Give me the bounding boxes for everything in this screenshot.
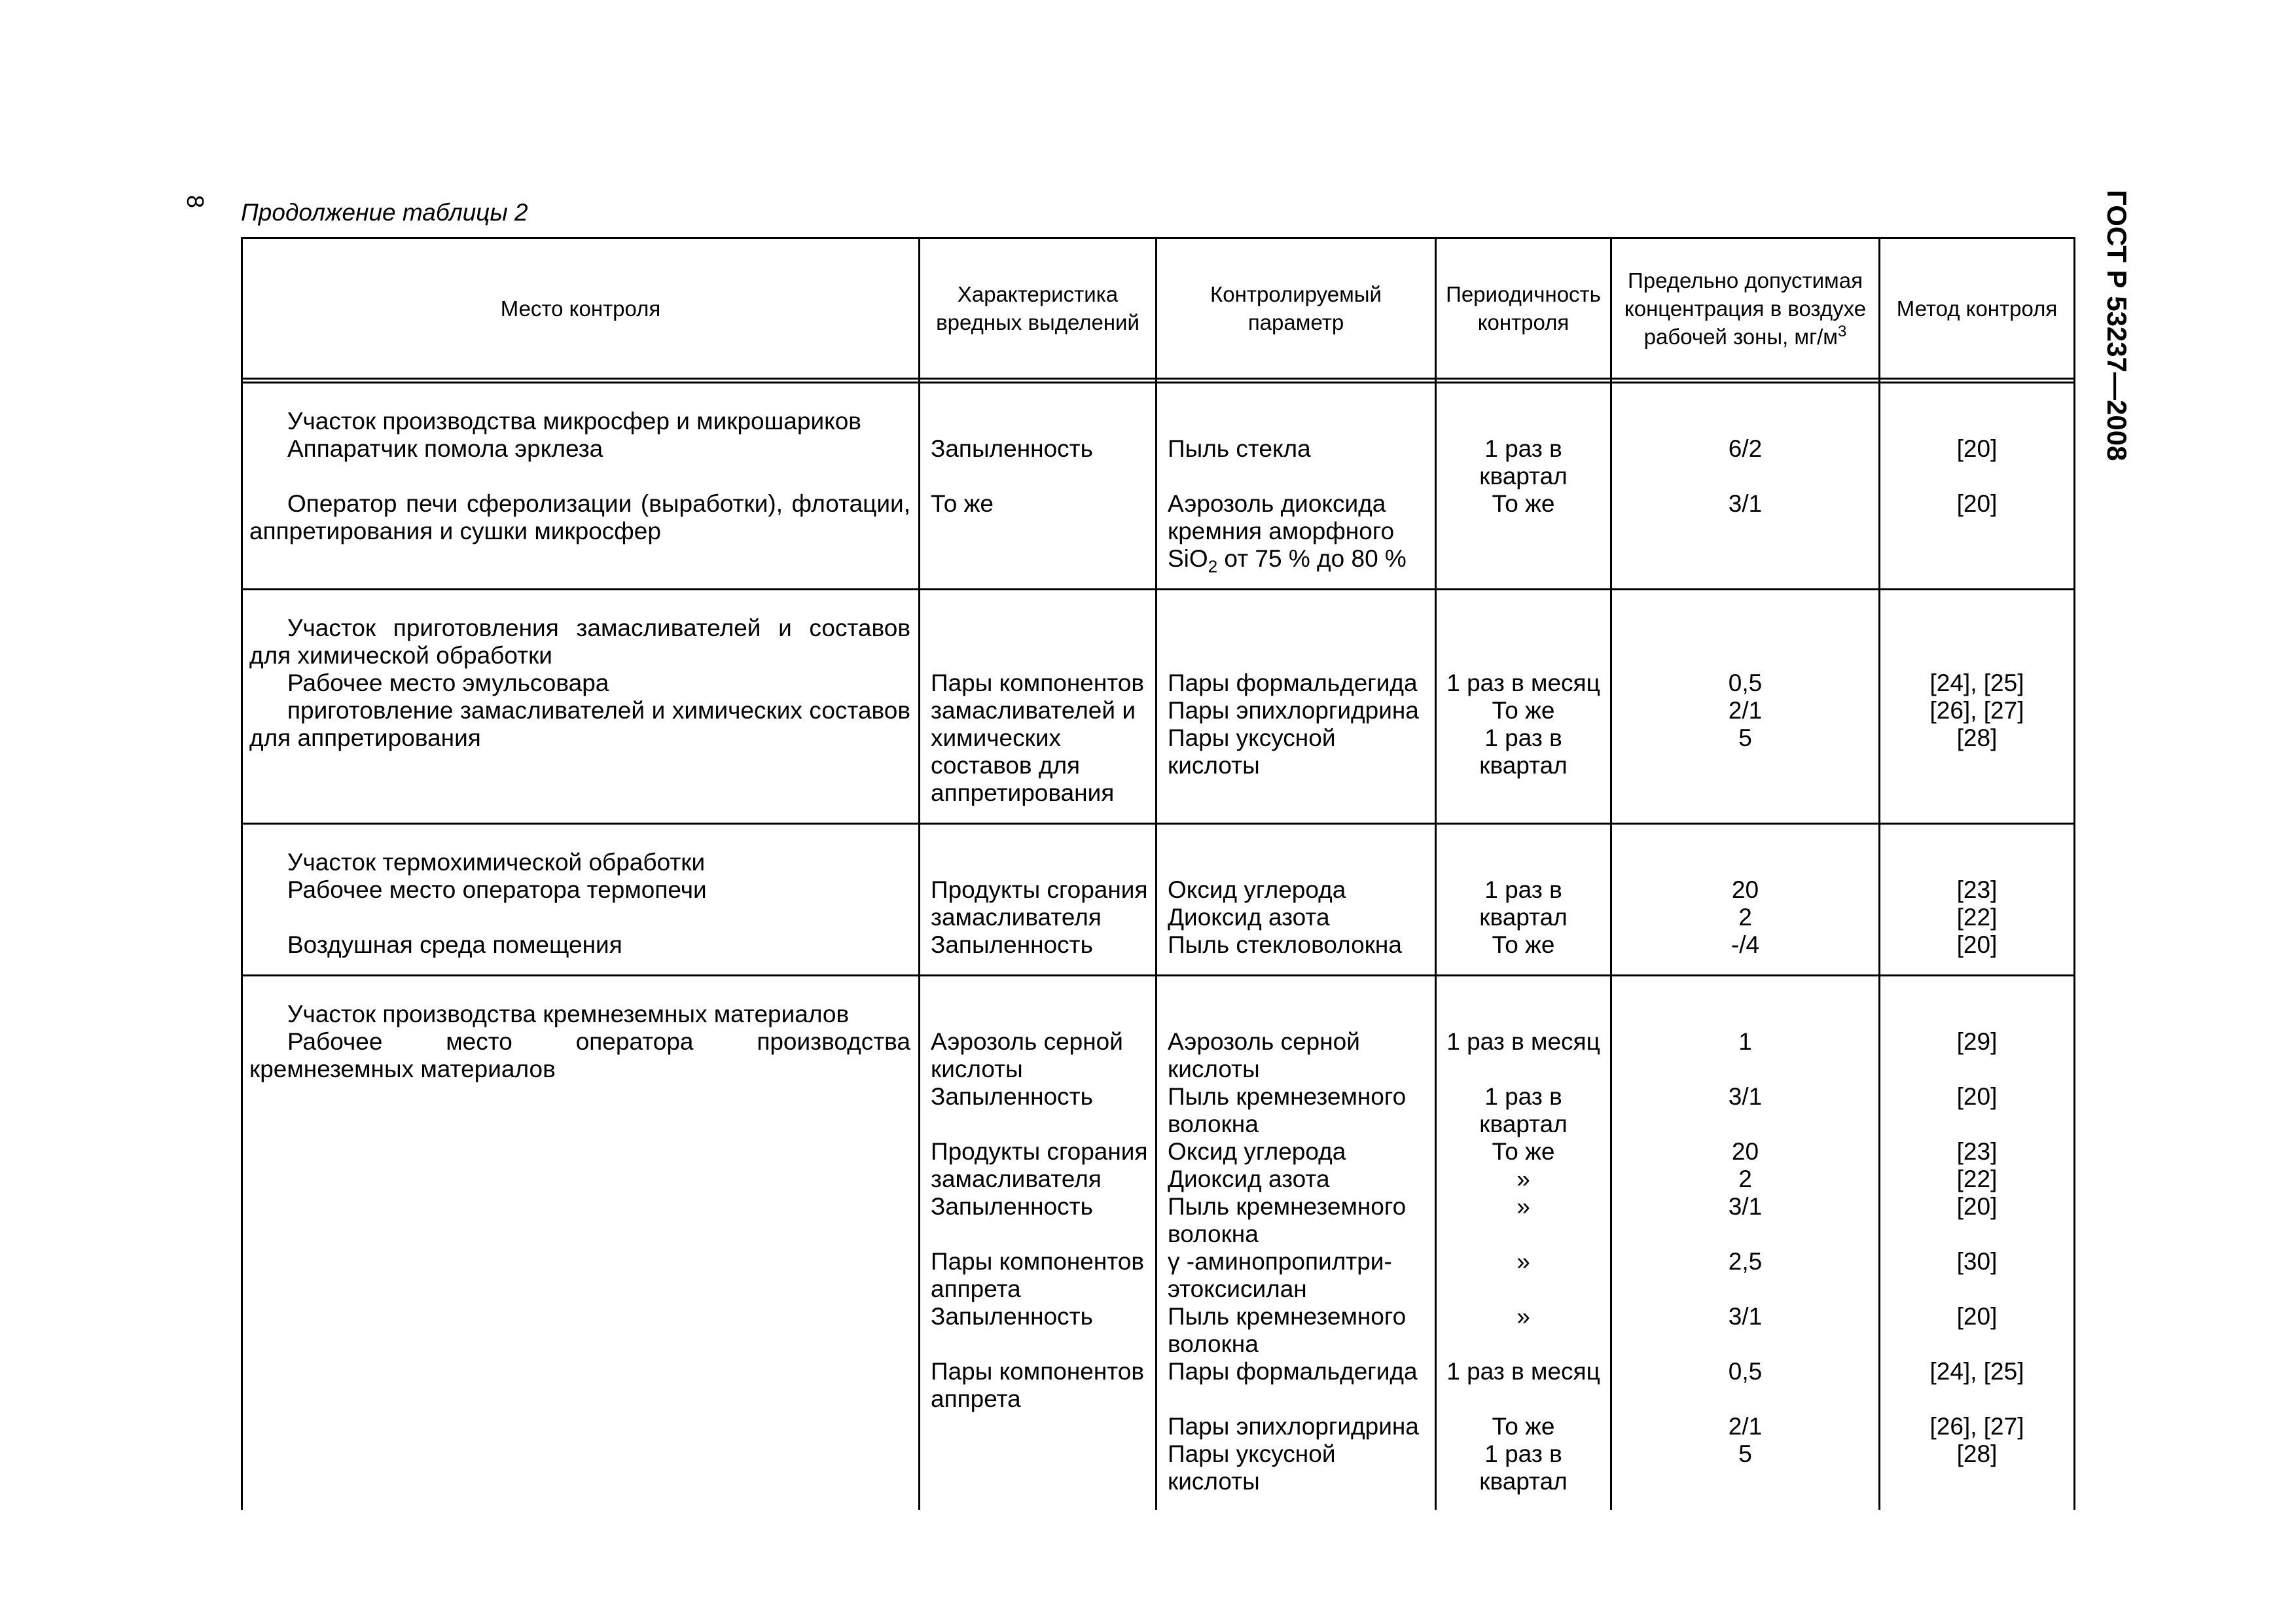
parameter-line	[1168, 642, 1431, 669]
place-line: Участок термохимической обработки	[287, 849, 706, 876]
mpc-line: 2	[1738, 904, 1752, 931]
periodicity-cell	[1436, 383, 1611, 590]
periodicity-line	[1437, 1275, 1610, 1303]
periodicity-line	[1437, 1001, 1610, 1028]
characteristic-line: Запыленность	[931, 1193, 1093, 1220]
header-mpc-superscript: 3	[1838, 322, 1847, 340]
characteristic-line: химических	[931, 724, 1061, 751]
method-line: [20]	[1956, 490, 1998, 517]
method-cell	[1880, 590, 2075, 824]
periodicity-line	[1437, 408, 1610, 435]
characteristic-line	[931, 1221, 1151, 1248]
parameter-line: волокна	[1168, 1111, 1259, 1137]
characteristic-line	[931, 849, 1151, 876]
parameter-line	[1168, 849, 1431, 876]
characteristic-line: кислоты	[931, 1056, 1023, 1082]
parameter-line: кремния аморфного	[1168, 518, 1395, 544]
mpc-line: 5	[1738, 1440, 1752, 1467]
method-line: [20]	[1956, 1193, 1998, 1220]
mpc-line: 2	[1738, 1166, 1752, 1192]
mpc-line	[1612, 1001, 1878, 1028]
parameter-cell	[1157, 590, 1436, 824]
header-place: Место контроля	[242, 238, 920, 379]
periodicity-line: 1 раз в	[1484, 1083, 1562, 1110]
parameter-cell	[1157, 383, 1436, 590]
mpc-line: 2/1	[1728, 1413, 1763, 1440]
characteristic-line: замасливателя	[931, 904, 1102, 931]
method-cell	[1880, 824, 2075, 976]
characteristic-line: Пары компонентов	[931, 1248, 1145, 1275]
characteristic-line: Аэрозоль серной	[931, 1028, 1123, 1055]
characteristic-line	[931, 1001, 1151, 1028]
parameter-line: Пары эпихлоргидрина	[1168, 1413, 1419, 1440]
periodicity-line: »	[1516, 1248, 1530, 1275]
periodicity-line: квартал	[1479, 463, 1568, 490]
method-cell	[1880, 383, 2075, 590]
parameter-line	[1168, 463, 1431, 490]
parameter-line: Оксид углерода	[1168, 1138, 1346, 1165]
periodicity-line	[1437, 1056, 1610, 1083]
periodicity-line: 1 раз в	[1484, 876, 1562, 903]
characteristic-line: замасливателя	[931, 1166, 1102, 1192]
periodicity-cell	[1436, 824, 1611, 976]
place-cell	[242, 590, 920, 824]
header-method: Метод контроля	[1880, 238, 2075, 379]
method-line: [22]	[1956, 1166, 1998, 1192]
mpc-line	[1612, 1111, 1878, 1138]
place-cell	[242, 824, 920, 976]
periodicity-cell	[1436, 590, 1611, 824]
table-caption: Продолжение таблицы 2	[241, 199, 528, 226]
mpc-line: 1	[1738, 1028, 1752, 1055]
place-cell	[242, 383, 920, 590]
method-line: [20]	[1956, 435, 1998, 462]
characteristic-line: аппретирования	[931, 779, 1115, 806]
mpc-line	[1612, 1385, 1878, 1413]
characteristic-line: Запыленность	[931, 1303, 1093, 1330]
place-line: Воздушная среда помещения	[287, 931, 622, 958]
parameter-line: Диоксид азота	[1168, 1166, 1330, 1192]
method-line: [23]	[1956, 876, 1998, 903]
parameter-line: волокна	[1168, 1221, 1259, 1247]
mpc-line: 2/1	[1728, 697, 1763, 724]
formula-range: от 75 % до 80 %	[1217, 545, 1407, 572]
parameter-line: Пыль стекла	[1168, 435, 1311, 462]
characteristic-cell	[920, 976, 1157, 1510]
parameter-cell	[1157, 976, 1436, 1510]
table-section	[242, 383, 2075, 590]
characteristic-line: замасливателей и	[931, 697, 1136, 724]
parameter-line	[1168, 1001, 1431, 1028]
periodicity-line	[1437, 1385, 1610, 1413]
mpc-line: 2,5	[1728, 1248, 1763, 1275]
characteristic-line	[931, 1330, 1151, 1358]
periodicity-line	[1437, 1221, 1610, 1248]
parameter-line: кислоты	[1168, 1056, 1260, 1082]
control-table	[241, 237, 2075, 1510]
periodicity-line	[1437, 1330, 1610, 1358]
parameter-line: Оксид углерода	[1168, 876, 1346, 903]
mpc-line	[1612, 1221, 1878, 1248]
place-line: Участок производства микросфер и микрошариков	[287, 408, 861, 435]
mpc-line: 3/1	[1728, 1303, 1763, 1330]
mpc-cell	[1611, 976, 1880, 1510]
periodicity-line	[1437, 615, 1610, 642]
table-header-row	[242, 238, 2075, 379]
mpc-line	[1612, 615, 1878, 642]
method-line: [24], [25]	[1929, 669, 2024, 696]
parameter-line: γ -аминопропилтри-	[1168, 1248, 1392, 1275]
page-number: 8	[182, 194, 209, 209]
header-mpc	[1611, 238, 1880, 379]
characteristic-line: Пары компонентов	[931, 669, 1145, 696]
periodicity-line: квартал	[1479, 904, 1568, 931]
periodicity-line: »	[1516, 1166, 1530, 1192]
header-mpc-text: Предельно допустимая концентрация в воздухе рабочей зоны, мг/м	[1624, 268, 1867, 349]
parameter-line	[1168, 615, 1431, 642]
mpc-line: -/4	[1731, 931, 1760, 958]
table-section	[242, 976, 2075, 1510]
method-line	[1880, 1330, 2073, 1358]
mpc-line	[1612, 642, 1878, 669]
mpc-cell	[1611, 383, 1880, 590]
parameter-line: Диоксид азота	[1168, 904, 1330, 931]
method-line: [29]	[1956, 1028, 1998, 1055]
characteristic-line: Пары компонентов	[931, 1358, 1145, 1385]
parameter-cell	[1157, 824, 1436, 976]
characteristic-line: аппрета	[931, 1385, 1021, 1412]
mpc-cell	[1611, 824, 1880, 976]
header-characteristic: Характеристика вредных выделений	[920, 238, 1157, 379]
characteristic-line: Запыленность	[931, 1083, 1093, 1110]
method-line: [26], [27]	[1929, 1413, 2024, 1440]
mpc-line: 0,5	[1728, 669, 1763, 696]
mpc-line: 3/1	[1728, 490, 1763, 517]
characteristic-line: Запыленность	[931, 931, 1093, 958]
parameter-line: Пары формальдегида	[1168, 669, 1418, 696]
place-line: Рабочее место оператора производства кремнеземных материалов	[249, 1028, 910, 1082]
mpc-line	[1612, 463, 1878, 490]
parameter-formula-line	[1168, 545, 1431, 577]
characteristic-line: Запыленность	[931, 435, 1093, 462]
periodicity-line: »	[1516, 1303, 1530, 1330]
method-line	[1880, 463, 2073, 490]
characteristic-cell	[920, 383, 1157, 590]
periodicity-line: 1 раз в месяц	[1446, 1358, 1600, 1385]
mpc-cell	[1611, 590, 1880, 824]
place-line: Оператор печи сферолизации (выработки), флотации, аппретирования и сушки микросфер	[249, 490, 910, 544]
periodicity-line	[1437, 849, 1610, 876]
parameter-line: кислоты	[1168, 1468, 1260, 1495]
periodicity-line: 1 раз в	[1484, 435, 1562, 462]
method-line	[1880, 1275, 2073, 1303]
periodicity-cell	[1436, 976, 1611, 1510]
mpc-line: 6/2	[1728, 435, 1763, 462]
periodicity-line: 1 раз в месяц	[1446, 669, 1600, 696]
characteristic-line	[931, 642, 1151, 669]
mpc-line	[1612, 1056, 1878, 1083]
formula-text: SiO	[1168, 545, 1208, 572]
periodicity-line: 1 раз в	[1484, 1440, 1562, 1467]
periodicity-line: То же	[1492, 1138, 1555, 1165]
mpc-line: 5	[1738, 724, 1752, 751]
parameter-line: Пары формальдегида	[1168, 1358, 1418, 1385]
method-line	[1880, 615, 2073, 642]
mpc-line	[1612, 1275, 1878, 1303]
periodicity-line: То же	[1492, 697, 1555, 724]
place-line	[249, 904, 910, 931]
parameter-line: этоксисилан	[1168, 1275, 1307, 1302]
periodicity-line: То же	[1492, 931, 1555, 958]
parameter-line: Пары уксусной	[1168, 724, 1336, 751]
characteristic-line: То же	[931, 490, 994, 517]
parameter-line: Аэрозоль серной	[1168, 1028, 1360, 1055]
characteristic-line: аппрета	[931, 1275, 1021, 1302]
method-line: [20]	[1956, 1083, 1998, 1110]
characteristic-line	[931, 408, 1151, 435]
table-section	[242, 590, 2075, 824]
method-line: [28]	[1956, 1440, 1998, 1467]
periodicity-line	[1437, 642, 1610, 669]
method-line: [20]	[1956, 1303, 1998, 1330]
method-line	[1880, 849, 2073, 876]
method-line	[1880, 1001, 2073, 1028]
document-code: ГОСТ Р 53237—2008	[2102, 190, 2132, 461]
place-line: Участок приготовления замасливателей и составов для химической обработки	[249, 615, 910, 669]
parameter-line: Пыль кремнеземного	[1168, 1303, 1407, 1330]
method-line: [28]	[1956, 724, 1998, 751]
parameter-line	[1168, 408, 1431, 435]
method-cell	[1880, 976, 2075, 1510]
method-line	[1880, 1111, 2073, 1138]
method-line	[1880, 1056, 2073, 1083]
place-line: Рабочее место эмульсовара	[287, 669, 609, 696]
method-line: [24], [25]	[1929, 1358, 2024, 1385]
method-line: [26], [27]	[1929, 697, 2024, 724]
place-line: Аппаратчик помола эрклеза	[287, 435, 603, 462]
place-line: Рабочее место оператора термопечи	[287, 876, 707, 903]
periodicity-line: То же	[1492, 490, 1555, 517]
parameter-line: Пыль кремнеземного	[1168, 1193, 1407, 1220]
parameter-line: Пыль кремнеземного	[1168, 1083, 1407, 1110]
periodicity-line: квартал	[1479, 752, 1568, 779]
periodicity-line: квартал	[1479, 1111, 1568, 1137]
place-cell	[242, 976, 920, 1510]
characteristic-line	[931, 615, 1151, 642]
parameter-line: Пыль стекловолокна	[1168, 931, 1402, 958]
characteristic-line: Продукты сгорания	[931, 1138, 1148, 1165]
parameter-line: Аэрозоль диоксида	[1168, 490, 1386, 517]
mpc-line: 3/1	[1728, 1083, 1763, 1110]
parameter-line	[1168, 1385, 1431, 1413]
table-section	[242, 824, 2075, 976]
parameter-line: Пары эпихлоргидрина	[1168, 697, 1419, 724]
periodicity-line: То же	[1492, 1413, 1555, 1440]
method-line: [22]	[1956, 904, 1998, 931]
characteristic-line	[931, 1111, 1151, 1138]
header-parameter: Контролируемый параметр	[1157, 238, 1436, 379]
mpc-line	[1612, 408, 1878, 435]
mpc-line	[1612, 1330, 1878, 1358]
characteristic-cell	[920, 824, 1157, 976]
parameter-line: кислоты	[1168, 752, 1260, 779]
method-line	[1880, 408, 2073, 435]
method-line: [20]	[1956, 931, 1998, 958]
mpc-line	[1612, 849, 1878, 876]
parameter-line: волокна	[1168, 1330, 1259, 1357]
mpc-line: 20	[1731, 876, 1759, 903]
method-line	[1880, 1385, 2073, 1413]
method-line	[1880, 642, 2073, 669]
characteristic-line	[931, 463, 1151, 490]
periodicity-line: 1 раз в	[1484, 724, 1562, 751]
formula-subscript: 2	[1208, 556, 1218, 577]
place-line: Участок производства кремнеземных материалов	[287, 1001, 850, 1027]
place-line	[249, 463, 910, 490]
mpc-line: 20	[1731, 1138, 1759, 1165]
method-line: [23]	[1956, 1138, 1998, 1165]
mpc-line: 0,5	[1728, 1358, 1763, 1385]
header-periodicity: Периодичность контроля	[1436, 238, 1611, 379]
method-line	[1880, 1221, 2073, 1248]
mpc-line: 3/1	[1728, 1193, 1763, 1220]
characteristic-line: составов для	[931, 752, 1081, 779]
characteristic-cell	[920, 590, 1157, 824]
periodicity-line: »	[1516, 1193, 1530, 1220]
periodicity-line: 1 раз в месяц	[1446, 1028, 1600, 1055]
method-line: [30]	[1956, 1248, 1998, 1275]
parameter-line: Пары уксусной	[1168, 1440, 1336, 1467]
periodicity-line: квартал	[1479, 1468, 1568, 1495]
place-line: приготовление замасливателей и химических составов для аппретирования	[249, 697, 910, 751]
characteristic-line: Продукты сгорания	[931, 876, 1148, 903]
